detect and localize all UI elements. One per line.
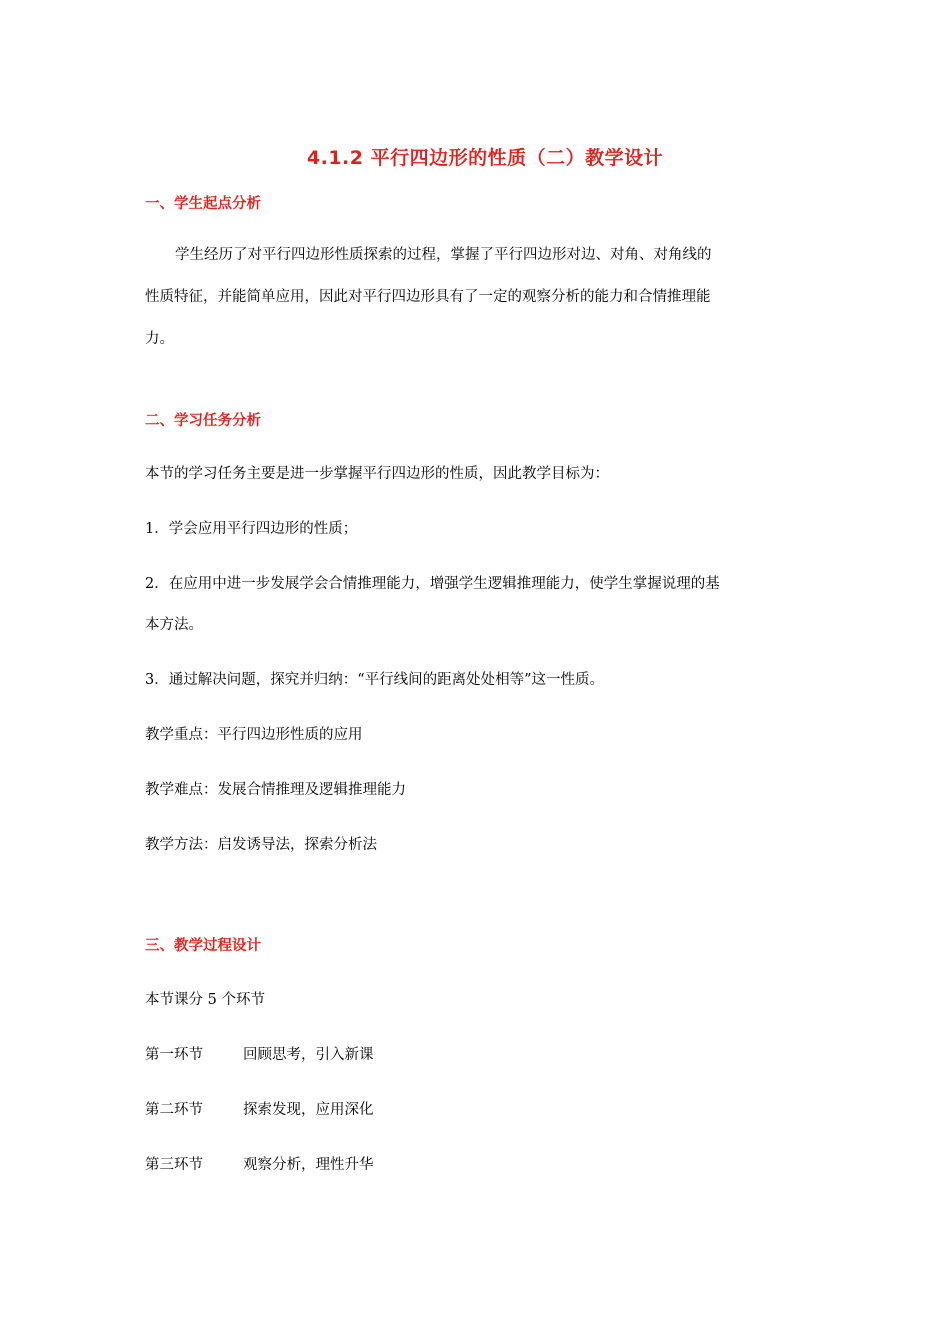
stage-desc: 回顾思考，引入新课 xyxy=(243,1047,374,1063)
stage-name: 第三环节 xyxy=(145,1157,203,1173)
section-heading-process-design: 三、教学过程设计 xyxy=(145,938,261,954)
teaching-method: 教学方法：启发诱导法，探索分析法 xyxy=(145,837,377,853)
task-intro: 本节的学习任务主要是进一步掌握平行四边形的性质，因此教学目标为： xyxy=(145,466,609,482)
stage-item xyxy=(145,1045,374,1065)
goal-item-2-line1: 2．在应用中进一步发展学会合情推理能力，增强学生逻辑推理能力，使学生掌握说理的基 xyxy=(145,576,720,592)
key-point: 教学重点：平行四边形性质的应用 xyxy=(145,727,363,743)
stage-item xyxy=(145,1100,374,1120)
process-intro: 本节课分 5 个环节 xyxy=(145,992,265,1008)
stage-name: 第一环节 xyxy=(145,1047,203,1063)
paragraph-line: 力。 xyxy=(145,331,174,347)
difficult-point: 教学难点：发展合情推理及逻辑推理能力 xyxy=(145,782,406,798)
stage-item xyxy=(145,1155,374,1175)
section-heading-task-analysis: 二、学习任务分析 xyxy=(145,413,261,429)
goal-item-2-line2: 本方法。 xyxy=(145,617,203,633)
stage-name: 第二环节 xyxy=(145,1102,203,1118)
goal-item-1: 1．学会应用平行四边形的性质； xyxy=(145,521,358,537)
goal-item-3: 3．通过解决问题，探究并归纳：“平行线间的距离处处相等”这一性质。 xyxy=(145,672,605,688)
stage-desc: 探索发现，应用深化 xyxy=(243,1102,374,1118)
document-title: 4.1.2 平行四边形的性质（二）教学设计 xyxy=(306,147,664,169)
paragraph-line: 性质特征，并能简单应用，因此对平行四边形具有了一定的观察分析的能力和合情推理能 xyxy=(145,289,711,305)
stage-desc: 观察分析，理性升华 xyxy=(243,1157,374,1173)
paragraph-line: 学生经历了对平行四边形性质探索的过程，掌握了平行四边形对边、对角、对角线的 xyxy=(175,247,712,263)
section-heading-student-analysis: 一、学生起点分析 xyxy=(145,196,261,212)
